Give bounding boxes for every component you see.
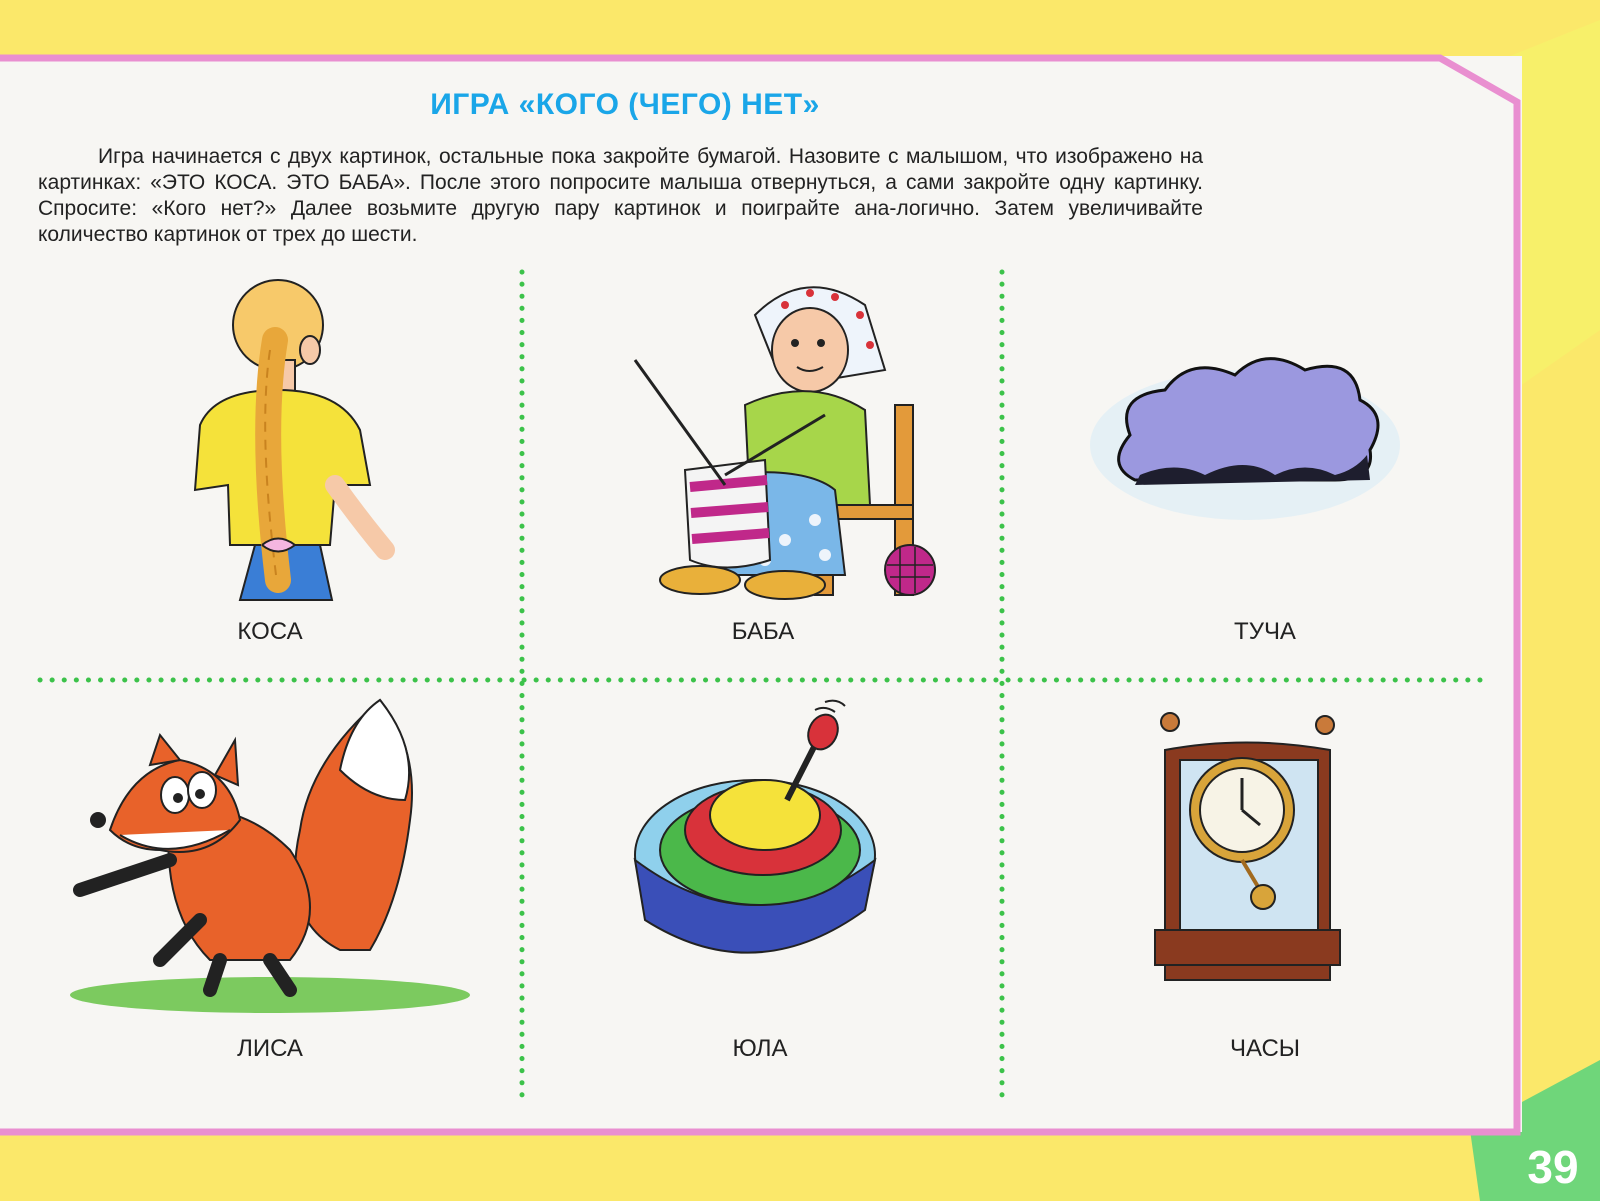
grandma-knitting-icon: [525, 275, 1000, 615]
instruction-text: Игра начинается с двух картинок, остальные пока закройте бумагой. Назовите с малышом, что изображено на картинках: «ЭТО КОСА. ЭТО БАБА». После этого попросите малыша отвернуться, а сами закройте одну картинку. Спросите: «Кого нет?» Далее возьмите другую пару картинок и поиграйте ана-логично. Затем увеличивайте количество картинок от трех до шести.: [38, 145, 1203, 246]
page-title: ИГРА «КОГО (ЧЕГО) НЕТ»: [430, 88, 820, 121]
card-grandma[interactable]: [525, 275, 1000, 675]
card-fox[interactable]: [40, 690, 520, 1090]
card-label: ТУЧА: [1234, 618, 1296, 645]
card-label: ЮЛА: [732, 1035, 788, 1062]
card-spinning-top[interactable]: [525, 690, 1000, 1090]
card-cloud[interactable]: [1005, 275, 1500, 675]
wall-clock-icon: [1005, 690, 1500, 1030]
cloud-icon: [1005, 275, 1500, 615]
girl-braid-icon: [40, 280, 520, 610]
card-clock[interactable]: [1005, 690, 1500, 1090]
fox-icon: [40, 690, 520, 1030]
card-label: ЧАСЫ: [1229, 1035, 1301, 1062]
card-label: БАБА: [731, 618, 795, 645]
card-braid[interactable]: [40, 280, 520, 675]
card-label: ЛИСА: [237, 1035, 303, 1062]
page-number: 39: [1527, 1141, 1579, 1193]
card-label: КОСА: [237, 618, 303, 645]
spinning-top-icon: [525, 690, 1000, 1030]
